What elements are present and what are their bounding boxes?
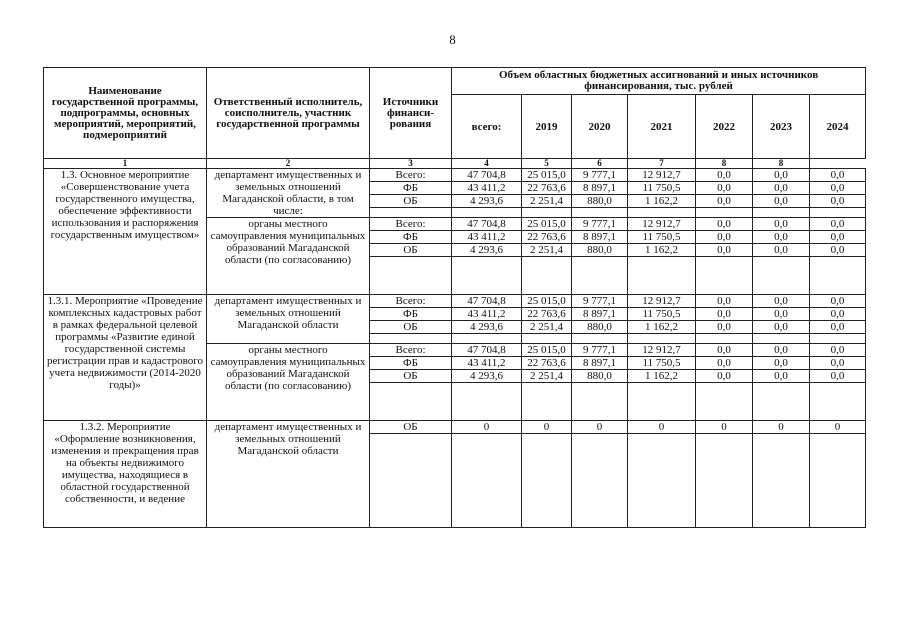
amount-cell: 2 251,4 xyxy=(522,321,572,334)
funding-source: Всего: xyxy=(370,169,452,182)
header-executor: Ответственный исполнитель, соисполнитель, участник государственной программы xyxy=(207,68,370,159)
amount-cell: 8 897,1 xyxy=(572,231,628,244)
column-index: 8 xyxy=(753,159,810,169)
amount-cell: 0,0 xyxy=(753,370,810,383)
amount-cell: 0,0 xyxy=(753,295,810,308)
amount-cell: 0,0 xyxy=(753,357,810,370)
amount-cell: 12 912,7 xyxy=(628,169,696,182)
blank-cell xyxy=(810,334,866,344)
blank-cell xyxy=(753,334,810,344)
blank-cell xyxy=(810,257,866,295)
amount-cell: 0 xyxy=(810,421,866,434)
amount-cell: 880,0 xyxy=(572,244,628,257)
blank-cell xyxy=(696,208,753,218)
amount-cell: 0,0 xyxy=(753,344,810,357)
table-row xyxy=(44,295,866,308)
amount-cell: 0,0 xyxy=(810,344,866,357)
blank-cell xyxy=(810,434,866,528)
amount-cell: 0,0 xyxy=(810,195,866,208)
amount-cell: 0,0 xyxy=(696,244,753,257)
amount-cell: 43 411,2 xyxy=(452,308,522,321)
amount-cell: 0,0 xyxy=(753,321,810,334)
program-name: 1.3. Основное мероприятие «Совершенствование учета государственного имущества, обеспечение эффективности использования и распоряжения государственным имуществом» xyxy=(44,169,207,295)
header-program: Наименование государственной программы, подпрограммы, основных мероприятий, мероприятий, подмероприятий xyxy=(44,68,207,159)
amount-cell: 11 750,5 xyxy=(628,308,696,321)
blank-cell xyxy=(696,383,753,421)
amount-cell: 43 411,2 xyxy=(452,357,522,370)
amount-cell: 8 897,1 xyxy=(572,308,628,321)
header-year: 2019 xyxy=(522,95,572,159)
column-index: 7 xyxy=(628,159,696,169)
amount-cell: 0 xyxy=(522,421,572,434)
blank-cell xyxy=(370,257,452,295)
blank-cell xyxy=(452,434,522,528)
amount-cell: 11 750,5 xyxy=(628,182,696,195)
funding-source: ОБ xyxy=(370,321,452,334)
amount-cell: 0,0 xyxy=(696,295,753,308)
amount-cell: 0,0 xyxy=(810,169,866,182)
blank-cell xyxy=(572,434,628,528)
amount-cell: 0 xyxy=(572,421,628,434)
blank-cell xyxy=(452,208,522,218)
header-year: 2021 xyxy=(628,95,696,159)
header-year: 2023 xyxy=(753,95,810,159)
blank-cell xyxy=(628,434,696,528)
amount-cell: 880,0 xyxy=(572,321,628,334)
column-index: 4 xyxy=(452,159,522,169)
amount-cell: 12 912,7 xyxy=(628,295,696,308)
amount-cell: 47 704,8 xyxy=(452,295,522,308)
funding-source: ФБ xyxy=(370,182,452,195)
table-row xyxy=(44,169,866,182)
budget-table xyxy=(43,67,866,528)
amount-cell: 0,0 xyxy=(753,244,810,257)
blank-cell xyxy=(628,257,696,295)
amount-cell: 0,0 xyxy=(810,370,866,383)
blank-cell xyxy=(370,434,452,528)
funding-source: Всего: xyxy=(370,218,452,231)
column-index: 5 xyxy=(522,159,572,169)
blank-cell xyxy=(628,334,696,344)
executor-name: департамент имущественных и земельных отношений Магаданской области xyxy=(207,421,370,528)
amount-cell: 1 162,2 xyxy=(628,370,696,383)
executor-name: департамент имущественных и земельных отношений Магаданской области, в том числе: xyxy=(207,169,370,218)
column-index: 8 xyxy=(696,159,753,169)
funding-source: ОБ xyxy=(370,244,452,257)
amount-cell: 0,0 xyxy=(696,321,753,334)
amount-cell: 22 763,6 xyxy=(522,182,572,195)
blank-cell xyxy=(452,257,522,295)
header-year: 2022 xyxy=(696,95,753,159)
blank-cell xyxy=(370,208,452,218)
amount-cell: 0,0 xyxy=(810,218,866,231)
amount-cell: 0,0 xyxy=(696,169,753,182)
amount-cell: 22 763,6 xyxy=(522,357,572,370)
blank-cell xyxy=(572,208,628,218)
amount-cell: 47 704,8 xyxy=(452,169,522,182)
amount-cell: 0,0 xyxy=(696,231,753,244)
header-source: Источники финанси-рования xyxy=(370,68,452,159)
amount-cell: 0 xyxy=(696,421,753,434)
blank-cell xyxy=(522,334,572,344)
blank-cell xyxy=(370,334,452,344)
amount-cell: 4 293,6 xyxy=(452,244,522,257)
blank-cell xyxy=(522,434,572,528)
amount-cell: 25 015,0 xyxy=(522,169,572,182)
amount-cell: 0,0 xyxy=(696,182,753,195)
amount-cell: 12 912,7 xyxy=(628,344,696,357)
amount-cell: 47 704,8 xyxy=(452,218,522,231)
funding-source: ФБ xyxy=(370,357,452,370)
header-year: 2024 xyxy=(810,95,866,159)
amount-cell: 4 293,6 xyxy=(452,195,522,208)
header-year: 2020 xyxy=(572,95,628,159)
blank-cell xyxy=(572,383,628,421)
amount-cell: 1 162,2 xyxy=(628,321,696,334)
amount-cell: 0,0 xyxy=(753,182,810,195)
amount-cell: 0,0 xyxy=(753,195,810,208)
blank-cell xyxy=(696,334,753,344)
blank-cell xyxy=(753,208,810,218)
funding-source: ФБ xyxy=(370,308,452,321)
amount-cell: 11 750,5 xyxy=(628,357,696,370)
amount-cell: 2 251,4 xyxy=(522,370,572,383)
funding-source: ОБ xyxy=(370,195,452,208)
blank-cell xyxy=(753,434,810,528)
blank-cell xyxy=(753,383,810,421)
amount-cell: 25 015,0 xyxy=(522,344,572,357)
amount-cell: 12 912,7 xyxy=(628,218,696,231)
blank-cell xyxy=(810,383,866,421)
amount-cell: 0,0 xyxy=(810,308,866,321)
amount-cell: 9 777,1 xyxy=(572,344,628,357)
blank-cell xyxy=(810,208,866,218)
column-index: 2 xyxy=(207,159,370,169)
blank-cell xyxy=(628,383,696,421)
header-year: всего: xyxy=(452,95,522,159)
amount-cell: 0 xyxy=(753,421,810,434)
column-index: 1 xyxy=(44,159,207,169)
funding-source: Всего: xyxy=(370,344,452,357)
amount-cell: 22 763,6 xyxy=(522,231,572,244)
amount-cell: 47 704,8 xyxy=(452,344,522,357)
amount-cell: 0,0 xyxy=(810,295,866,308)
amount-cell: 43 411,2 xyxy=(452,231,522,244)
blank-cell xyxy=(522,383,572,421)
blank-cell xyxy=(370,383,452,421)
amount-cell: 0,0 xyxy=(810,182,866,195)
blank-cell xyxy=(628,208,696,218)
amount-cell: 9 777,1 xyxy=(572,218,628,231)
amount-cell: 8 897,1 xyxy=(572,357,628,370)
executor-name: органы местного самоуправления муниципальных образований Магаданской области (по согласованию) xyxy=(207,344,370,421)
program-name: 1.3.1. Мероприятие «Проведение комплексных кадастровых работ в рамках федеральной целевой программы «Развитие единой государственной системы регистрации прав и кадастрового учета недвижимости (2014-2020 годы)» xyxy=(44,295,207,421)
amount-cell: 1 162,2 xyxy=(628,244,696,257)
amount-cell: 0,0 xyxy=(753,169,810,182)
amount-cell: 0,0 xyxy=(696,218,753,231)
column-index: 3 xyxy=(370,159,452,169)
amount-cell: 0 xyxy=(628,421,696,434)
amount-cell: 0,0 xyxy=(753,308,810,321)
column-index: 6 xyxy=(572,159,628,169)
amount-cell: 0,0 xyxy=(810,244,866,257)
amount-cell: 0,0 xyxy=(810,231,866,244)
amount-cell: 0,0 xyxy=(696,357,753,370)
amount-cell: 0 xyxy=(452,421,522,434)
amount-cell: 9 777,1 xyxy=(572,295,628,308)
funding-source: ФБ xyxy=(370,231,452,244)
amount-cell: 880,0 xyxy=(572,195,628,208)
amount-cell: 2 251,4 xyxy=(522,244,572,257)
blank-cell xyxy=(572,257,628,295)
amount-cell: 25 015,0 xyxy=(522,218,572,231)
blank-cell xyxy=(572,334,628,344)
blank-cell xyxy=(696,257,753,295)
header-funding: Объем областных бюджетных ассигнований и иных источников финансирования, тыс. рублей xyxy=(452,68,866,95)
amount-cell: 9 777,1 xyxy=(572,169,628,182)
amount-cell: 22 763,6 xyxy=(522,308,572,321)
blank-cell xyxy=(522,257,572,295)
amount-cell: 0,0 xyxy=(810,321,866,334)
blank-cell xyxy=(452,334,522,344)
amount-cell: 0,0 xyxy=(753,231,810,244)
funding-source: ОБ xyxy=(370,421,452,434)
blank-cell xyxy=(522,208,572,218)
blank-cell xyxy=(696,434,753,528)
amount-cell: 8 897,1 xyxy=(572,182,628,195)
executor-name: департамент имущественных и земельных отношений Магаданской области xyxy=(207,295,370,344)
program-name: 1.3.2. Мероприятие «Оформление возникновения, изменения и прекращения прав на объекты недвижимого имущества, находящиеся в областной государственной собственности, и ведение xyxy=(44,421,207,528)
page-number: 8 xyxy=(449,32,456,47)
blank-cell xyxy=(753,257,810,295)
amount-cell: 0,0 xyxy=(696,308,753,321)
funding-source: ОБ xyxy=(370,370,452,383)
amount-cell: 25 015,0 xyxy=(522,295,572,308)
funding-source: Всего: xyxy=(370,295,452,308)
amount-cell: 0,0 xyxy=(810,357,866,370)
amount-cell: 0,0 xyxy=(753,218,810,231)
table-row xyxy=(44,421,866,434)
amount-cell: 880,0 xyxy=(572,370,628,383)
amount-cell: 2 251,4 xyxy=(522,195,572,208)
amount-cell: 4 293,6 xyxy=(452,370,522,383)
amount-cell: 4 293,6 xyxy=(452,321,522,334)
amount-cell: 1 162,2 xyxy=(628,195,696,208)
amount-cell: 0,0 xyxy=(696,370,753,383)
amount-cell: 0,0 xyxy=(696,195,753,208)
blank-cell xyxy=(452,383,522,421)
amount-cell: 43 411,2 xyxy=(452,182,522,195)
executor-name: органы местного самоуправления муниципальных образований Магаданской области (по согласованию) xyxy=(207,218,370,295)
amount-cell: 0,0 xyxy=(696,344,753,357)
amount-cell: 11 750,5 xyxy=(628,231,696,244)
